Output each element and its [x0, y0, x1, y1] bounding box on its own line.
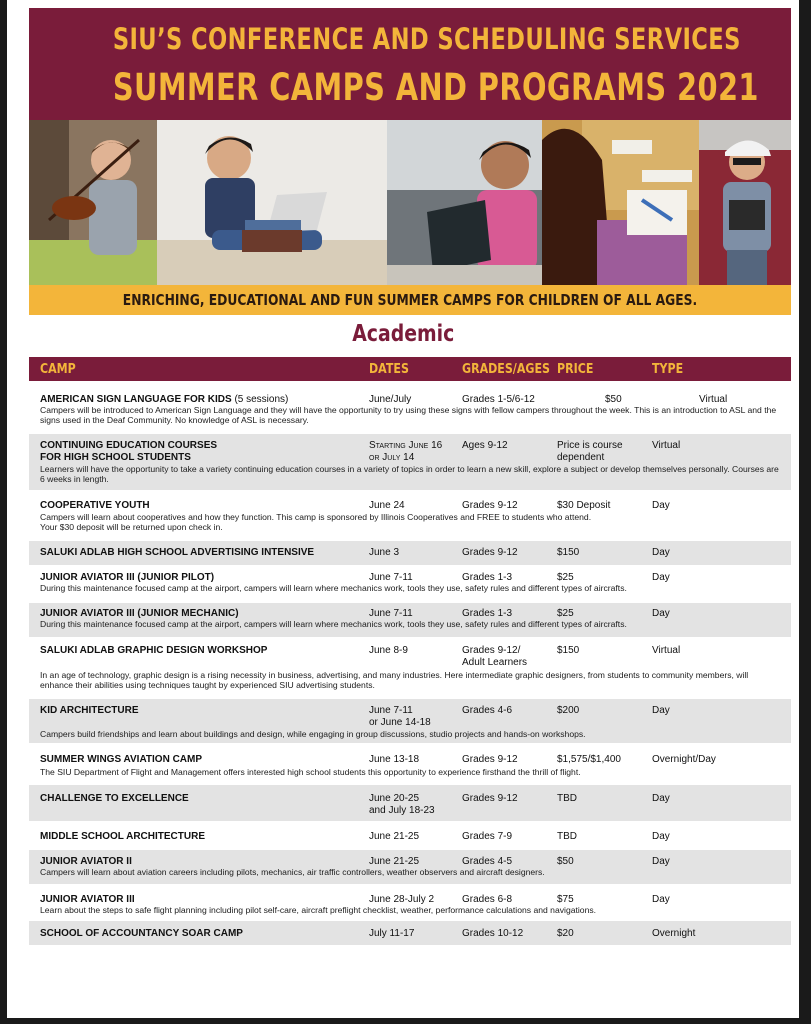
camp-type: Virtual: [652, 440, 681, 451]
subtitle-bar: [29, 285, 791, 315]
camp-description: During this maintenance focused camp at the airport, campers will learn where mechanics work, tools they use, safety rules and different types of aircrafts.: [40, 619, 627, 629]
camp-name: JUNIOR AVIATOR III: [40, 894, 135, 905]
camp-name: JUNIOR AVIATOR III (JUNIOR PILOT): [40, 572, 215, 583]
table-row: [29, 639, 791, 695]
camp-name: AMERICAN SIGN LANGUAGE FOR KIDS: [40, 394, 232, 405]
camp-description: Campers will learn about cooperatives and how they function. This camp is sponsored by Illinois Cooperatives and FREE to students who attend.: [40, 512, 592, 522]
camp-price: $200: [557, 705, 580, 716]
camp-grades: Grades 9-12: [462, 754, 518, 765]
table-row: [29, 603, 791, 637]
table-row: [29, 886, 791, 922]
camp-type: Overnight/Day: [652, 754, 716, 765]
table-header: [29, 357, 791, 381]
camp-dates: June/July: [369, 394, 412, 405]
camp-price: $25: [557, 608, 574, 619]
camp-type: Day: [652, 608, 670, 619]
table-row: [29, 434, 791, 490]
camp-type: Day: [652, 831, 670, 842]
camp-dates: July 11-17: [369, 928, 415, 939]
camp-description: Campers will learn about aviation careers including pilots, mechanics, air traffic controllers, weather observers and aircraft designers.: [40, 867, 545, 877]
camp-dates-line2: or June 14-18: [369, 717, 431, 728]
camp-type: Day: [652, 894, 670, 905]
camp-type: Day: [652, 547, 670, 558]
section-title-text: Academic: [351, 321, 455, 347]
camp-name: COOPERATIVE YOUTH: [40, 500, 150, 511]
camp-price: $150: [557, 645, 580, 656]
camp-name: SCHOOL OF ACCOUNTANCY SOAR CAMP: [40, 928, 243, 939]
camp-dates: June 24: [369, 500, 405, 511]
camp-price: $75: [557, 894, 574, 905]
table-row: [29, 567, 791, 601]
camp-price: $1,575/$1,400: [557, 754, 621, 765]
camp-grades: Grades 7-9: [462, 831, 513, 842]
table-row: [29, 850, 791, 884]
camp-dates: June 7-11: [369, 705, 413, 716]
camp-price: $150: [557, 547, 580, 558]
table-row: [29, 384, 791, 430]
camp-grades: Grades 6-8: [462, 894, 513, 905]
table-row: [29, 494, 791, 538]
camp-type: Virtual: [699, 394, 728, 405]
camp-type: Day: [652, 793, 670, 804]
camp-description: The SIU Department of Flight and Management offers interested high school students this opportunity to experience firsthand the thrill of flight.: [40, 767, 581, 777]
subtitle-text: ENRICHING, EDUCATIONAL AND FUN SUMMER CAMPS FOR CHILDREN OF ALL AGES.: [122, 291, 698, 309]
camp-name: SALUKI ADLAB HIGH SCHOOL ADVERTISING INTENSIVE: [40, 547, 315, 558]
camp-grades: Grades 4-5: [462, 856, 513, 867]
banner-title-line2: SUMMER CAMPS AND PROGRAMS 2021: [112, 66, 759, 109]
boy-playing-violin-photo: [29, 120, 157, 285]
camp-name: MIDDLE SCHOOL ARCHITECTURE: [40, 831, 205, 842]
camp-dates: Starting June 16: [369, 440, 443, 451]
camp-name: JUNIOR AVIATOR II: [40, 856, 132, 867]
camp-description: Learners will have the opportunity to take a variety continuing education courses in a variety of topics in order to learn a new skill, explore a subject or develop themselves personally. Courses are 6 weeks in length.: [40, 464, 779, 484]
col-grades-header: GRADES/AGES: [462, 362, 550, 377]
camp-price: TBD: [557, 831, 577, 842]
camp-description: In an age of technology, graphic design is a rising necessity in business, advertising, and many industries. Here intermediate graphic designers, from students to community members, will enhance their abilities using techniques taught by experienced SIU advertising students.: [40, 670, 749, 690]
camp-description: During this maintenance focused camp at the airport, campers will learn where mechanics work, tools they use, safety rules and different types of aircrafts.: [40, 583, 627, 593]
camp-grades: Grades 9-12: [462, 547, 518, 558]
table-row: [29, 921, 791, 945]
camp-name: CONTINUING EDUCATION COURSES: [40, 440, 218, 451]
camp-type: Virtual: [652, 645, 681, 656]
camp-dates: June 7-11: [369, 608, 413, 619]
camp-dates: June 7-11: [369, 572, 413, 583]
camp-grades-line2: Adult Learners: [462, 657, 528, 668]
camp-name: CHALLENGE TO EXCELLENCE: [40, 793, 189, 804]
camp-dates: June 21-25: [369, 831, 420, 842]
camp-type: Overnight: [652, 928, 696, 939]
camp-description: Campers build friendships and learn about buildings and design, while engaging in group discussions, studio projects and hands-on workshops.: [40, 729, 586, 739]
camp-type: Day: [652, 500, 670, 511]
camp-name-line2: FOR HIGH SCHOOL STUDENTS: [40, 452, 191, 463]
camp-dates: June 21-25: [369, 856, 420, 867]
camp-dates-line2: or July 14: [369, 452, 415, 463]
camp-price: $50: [557, 856, 574, 867]
photo-strip: [29, 120, 791, 285]
camp-price: $50: [605, 394, 622, 405]
camp-price: $25: [557, 572, 574, 583]
boy-in-cap-photo: [699, 120, 791, 285]
camp-dates: June 13-18: [369, 754, 420, 765]
title-banner: [29, 8, 791, 120]
camp-price: $20: [557, 928, 574, 939]
col-type-header: TYPE: [652, 362, 684, 377]
girl-drawing-photo: [542, 120, 699, 285]
camp-price: TBD: [557, 793, 577, 804]
camp-description-line2: Your $30 deposit will be returned upon check in.: [40, 522, 223, 532]
camp-sessions: (5 sessions): [234, 394, 289, 405]
camp-dates: June 3: [369, 547, 400, 558]
banner-title-line1: SIU’S CONFERENCE AND SCHEDULING SERVICES: [112, 22, 741, 56]
camp-grades: Ages 9-12: [462, 440, 508, 451]
camp-type: Day: [652, 572, 670, 583]
camp-name: KID ARCHITECTURE: [40, 705, 139, 716]
table-row: [29, 541, 791, 565]
camp-price: Price is course: [557, 440, 623, 451]
table-row: [29, 785, 791, 821]
camp-name: SALUKI ADLAB GRAPHIC DESIGN WORKSHOP: [40, 645, 268, 656]
camp-grades: Grades 4-6: [462, 705, 513, 716]
camp-dates: June 8-9: [369, 645, 408, 656]
table-row: [29, 824, 791, 848]
camp-grades: Grades 9-12/: [462, 645, 521, 656]
col-camp-header: CAMP: [40, 362, 76, 377]
camp-type: Day: [652, 856, 670, 867]
col-price-header: PRICE: [557, 362, 594, 377]
camp-price: $30 Deposit: [557, 500, 611, 511]
camp-grades: Grades 10-12: [462, 928, 524, 939]
table-row: [29, 746, 791, 782]
boy-with-laptop-photo: [157, 120, 387, 285]
camp-name: JUNIOR AVIATOR III (JUNIOR MECHANIC): [40, 608, 239, 619]
camp-price-line2: dependent: [557, 452, 605, 463]
flyer-page: [7, 0, 799, 1018]
camp-dates-line2: and July 18-23: [369, 805, 435, 816]
camp-grades: Grades 1-3: [462, 608, 513, 619]
camp-dates: June 20-25: [369, 793, 420, 804]
camp-description: Campers will be introduced to American Sign Language and they will have the opportunity to try using these signs with fellow campers throughout the week. This is an introduction to ASL and the signs used in the Deaf Community. No knowledge of ASL is necessary.: [40, 405, 777, 425]
camp-grades: Grades 9-12: [462, 500, 518, 511]
camp-grades: Grades 9-12: [462, 793, 518, 804]
camp-description: Learn about the steps to safe flight planning including pilot self-care, aircraft preflight checklist, weather, performance calculations and navigations.: [40, 905, 597, 915]
camp-type: Day: [652, 705, 670, 716]
boy-with-tablet-photo: [387, 120, 542, 285]
camp-grades: Grades 1-5/6-12: [462, 394, 535, 405]
col-dates-header: DATES: [369, 362, 409, 377]
camp-name: SUMMER WINGS AVIATION CAMP: [40, 754, 203, 765]
section-title: [7, 321, 799, 347]
camp-dates: June 28-July 2: [369, 894, 435, 905]
camp-grades: Grades 1-3: [462, 572, 513, 583]
table-row: [29, 699, 791, 743]
